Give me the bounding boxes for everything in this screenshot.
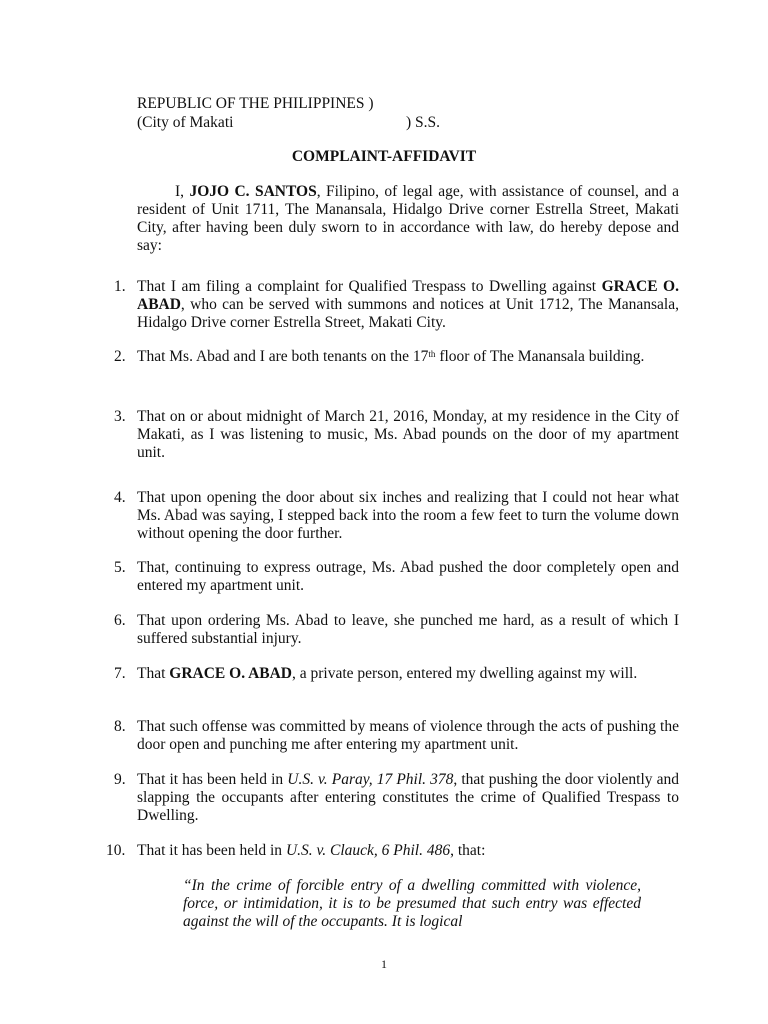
item-number: 8. bbox=[114, 718, 126, 735]
intro-paragraph bbox=[137, 183, 679, 255]
list-item bbox=[137, 278, 679, 332]
document-title: COMPLAINT-AFFIDAVIT bbox=[291, 148, 477, 165]
list-item: That upon opening the door about six inches and realizing that I could not hear what Ms. Abad was saying, I stepped back into the room a few feet to turn the volume down without opening the door further. bbox=[137, 489, 679, 542]
list-item: That upon ordering Ms. Abad to leave, she punched me hard, as a result of which I suffered substantial injury. bbox=[137, 612, 679, 647]
caption-republic: REPUBLIC OF THE PHILIPPINES ) bbox=[137, 95, 374, 112]
item-number: 6. bbox=[114, 612, 126, 629]
affiant-name: JOJO C. SANTOS bbox=[189, 183, 317, 200]
list-item: That such offense was committed by means of violence through the acts of pushing the door open and punching me after entering my apartment unit. bbox=[137, 718, 679, 753]
list-item bbox=[137, 842, 679, 860]
item-number: 4. bbox=[114, 489, 126, 506]
item-text: , that pushing the door violently and slapping the occupants after entering constitutes the crime of Qualified Trespass to Dwelling. bbox=[137, 771, 679, 824]
list-item bbox=[137, 665, 679, 683]
ordinal-superscript: th bbox=[428, 349, 436, 359]
item-text: , who can be served with summons and notices at Unit 1712, The Manansala, Hidalgo Drive corner Estrella Street, Makati City. bbox=[137, 296, 679, 331]
item-text: That it has been held in bbox=[137, 771, 288, 788]
list-item bbox=[137, 771, 679, 825]
list-item: That, continuing to express outrage, Ms. Abad pushed the door completely open and entered my apartment unit. bbox=[137, 559, 679, 594]
case-citation: U.S. v. Clauck, 6 Phil. 486 bbox=[285, 842, 451, 859]
block-quote: “In the crime of forcible entry of a dwelling committed with violence, force, or intimidation, it is to be presumed that such entry was effected against the will of the occupants. It is logical bbox=[183, 877, 641, 930]
respondent-name: GRACE O. ABAD bbox=[137, 278, 679, 313]
item-text: That bbox=[137, 665, 170, 682]
item-number: 9. bbox=[114, 771, 126, 788]
intro-prefix: I, bbox=[175, 183, 190, 200]
page-number: 1 bbox=[381, 957, 387, 971]
case-citation: U.S. v. Paray, 17 Phil. 378 bbox=[287, 771, 454, 788]
caption-city: (City of Makati bbox=[137, 114, 234, 131]
item-number: 3. bbox=[114, 408, 126, 425]
item-text: floor of The Manansala building. bbox=[435, 348, 645, 365]
item-text: , a private person, entered my dwelling against my will. bbox=[292, 665, 638, 682]
item-number: 2. bbox=[114, 348, 126, 365]
list-item bbox=[137, 348, 679, 366]
respondent-name: GRACE O. ABAD bbox=[169, 665, 293, 682]
item-text: That I am filing a complaint for Qualified Trespass to Dwelling against bbox=[137, 278, 602, 295]
caption-ss: ) S.S. bbox=[406, 114, 441, 131]
item-number: 7. bbox=[114, 665, 126, 682]
item-text: That it has been held in bbox=[137, 842, 286, 859]
list-item: That on or about midnight of March 21, 2016, Monday, at my residence in the City of Makati, as I was listening to music, Ms. Abad pounds on the door of my apartment unit. bbox=[137, 408, 679, 461]
item-number: 5. bbox=[114, 559, 126, 576]
item-number: 10. bbox=[106, 842, 126, 859]
item-number: 1. bbox=[114, 278, 126, 295]
item-text: , that: bbox=[450, 842, 486, 859]
item-text: That Ms. Abad and I are both tenants on the 17 bbox=[137, 348, 429, 365]
intro-rest: , Filipino, of legal age, with assistance of counsel, and a resident of Unit 1711, The Manansala, Hidalgo Drive corner Estrella Street, Makati City, after having been duly sworn to in accordance with law, do hereby depose and say: bbox=[137, 183, 679, 254]
